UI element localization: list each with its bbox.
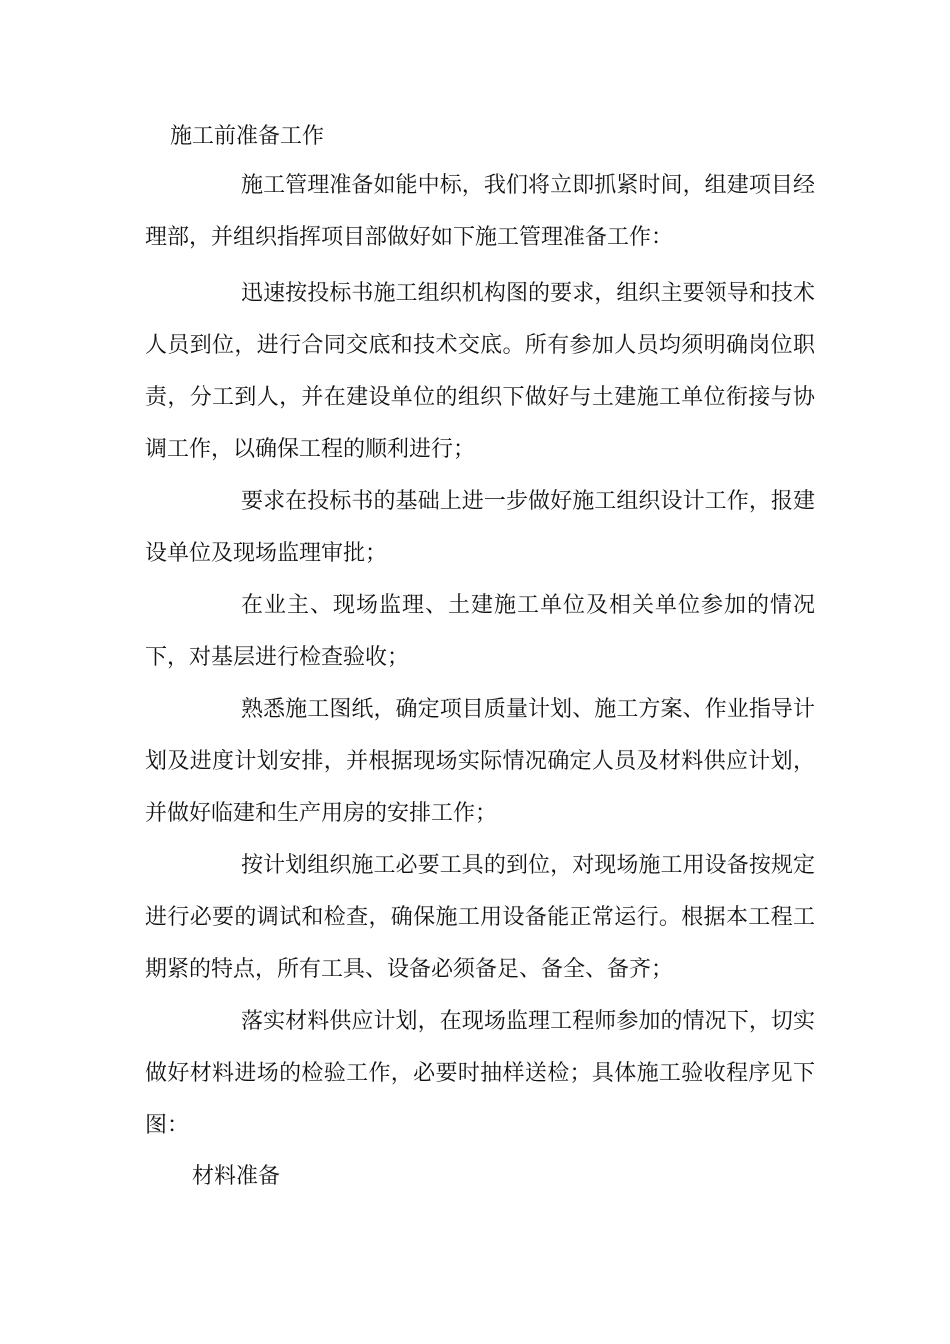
paragraph-material-supply: 落实材料供应计划，在现场监理工程师参加的情况下，切实做好材料进场的检验工作，必要时抽样送检；具体施工验收程序见下图：: [145, 1009, 815, 1138]
section-heading: 施工前准备工作: [170, 124, 325, 149]
paragraph-staffing: 迅速按投标书施工组织机构图的要求，组织主要领导和技术人员到位，进行合同交底和技术交底。所有参加人员均须明确岗位职责，分工到人，并在建设单位的组织下做好与土建施工单位衔接与协调工作，以确保工程的顺利进行；: [145, 281, 815, 462]
subsection-heading: 材料准备: [192, 1164, 281, 1189]
paragraph-base-inspection: 在业主、现场监理、土建施工单位及相关单位参加的情况下，对基层进行检查验收；: [145, 593, 815, 670]
paragraph-construction-design: 要求在投标书的基础上进一步做好施工组织设计工作，报建设单位及现场监理审批；: [145, 489, 815, 566]
paragraph-equipment: 按计划组织施工必要工具的到位，对现场施工用设备按规定进行必要的调试和检查，确保施工用设备能正常运行。根据本工程工期紧的特点，所有工具、设备必须备足、备全、备齐；: [145, 853, 815, 982]
paragraph-management-prep: 施工管理准备如能中标，我们将立即抓紧时间，组建项目经理部，并组织指挥项目部做好如下施工管理准备工作：: [145, 173, 815, 250]
paragraph-drawings-plan: 熟悉施工图纸，确定项目质量计划、施工方案、作业指导计划及进度计划安排，并根据现场实际情况确定人员及材料供应计划，并做好临建和生产用房的安排工作；: [145, 697, 815, 826]
